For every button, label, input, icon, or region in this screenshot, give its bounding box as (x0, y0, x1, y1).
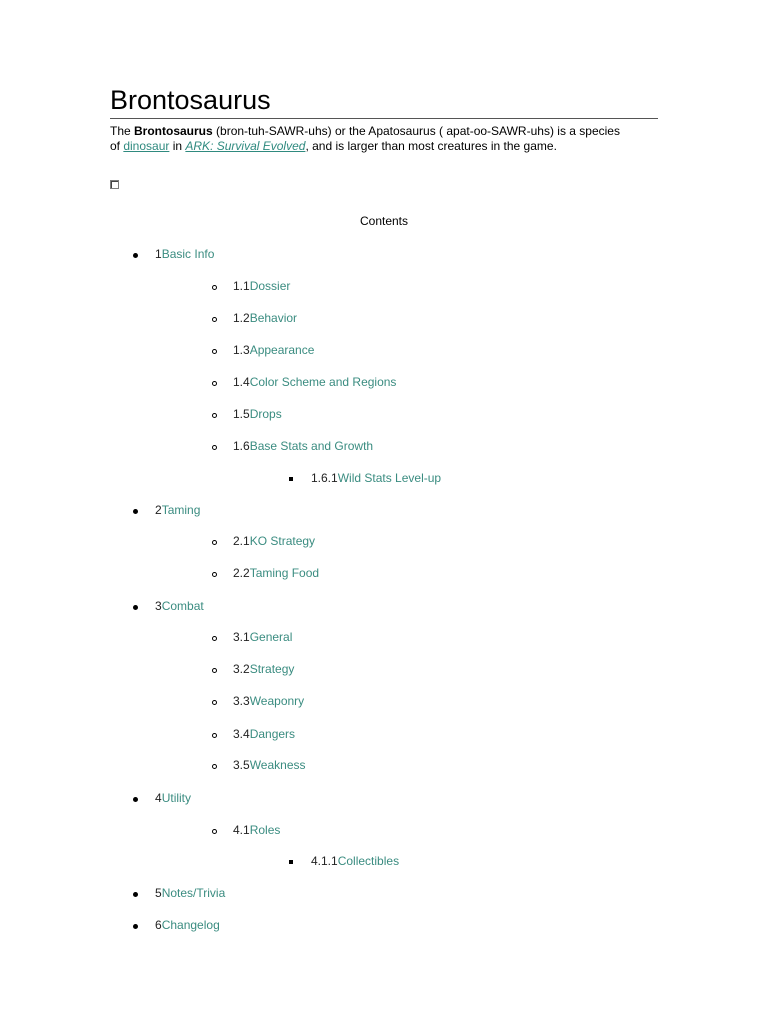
toc-item-number: 4 (155, 791, 162, 805)
toc-item (233, 566, 319, 581)
toc-item (233, 758, 306, 773)
intro-text: (bron-tuh-SAWR-uhs) or the Apatosaurus ( apat-oo-SAWR-uhs) is a species of (110, 124, 620, 153)
toc-bullet (133, 253, 138, 258)
toc-bullet (133, 605, 138, 610)
toc-item (155, 503, 200, 518)
toc-item (155, 791, 191, 806)
toc-item-link[interactable]: Appearance (249, 343, 315, 357)
toc-item-number: 3.1 (233, 630, 250, 644)
toc-item-link[interactable]: Taming (161, 503, 201, 517)
toc-bullet (212, 317, 217, 322)
toc-item-link[interactable]: General (249, 630, 293, 644)
toc-item (155, 886, 225, 901)
toc-item-number: 3 (155, 599, 162, 613)
toc-item (311, 471, 441, 486)
toc-bullet (289, 860, 293, 864)
toc-item-number: 3.3 (233, 694, 250, 708)
intro-text: , and is larger than most creatures in the game. (305, 139, 557, 153)
toc-item (233, 630, 292, 645)
toc-bullet (212, 349, 217, 354)
toc-item-link[interactable]: Weakness (249, 758, 306, 772)
toc-item-link[interactable]: Color Scheme and Regions (249, 375, 397, 389)
toc-item-number: 2.1 (233, 534, 250, 548)
toc-item (233, 823, 280, 838)
toc-item-number: 4.1 (233, 823, 250, 837)
toc-item-number: 1.3 (233, 343, 250, 357)
toc-item (233, 534, 315, 549)
toc-item (233, 343, 314, 358)
toc-item (155, 918, 220, 933)
toc-item (311, 854, 399, 869)
intro-paragraph (110, 124, 630, 154)
toc-item-link[interactable]: Behavior (249, 311, 298, 325)
toc-bullet (212, 540, 217, 545)
intro-subject: Brontosaurus (134, 124, 213, 138)
toc-item (155, 599, 204, 614)
toc-item-number: 1 (155, 247, 162, 261)
toc-item (233, 375, 396, 390)
toc-bullet (133, 924, 138, 929)
toc-bullet (212, 668, 217, 673)
toc-item-link[interactable]: Taming Food (249, 566, 320, 580)
broken-image-icon (110, 180, 119, 189)
toc-bullet (289, 477, 293, 481)
toc-item (233, 311, 297, 326)
toc-item-link[interactable]: Weaponry (249, 694, 305, 708)
toc-item-number: 3.5 (233, 758, 250, 772)
toc-item-link[interactable]: Basic Info (161, 247, 215, 261)
intro-text: in (169, 139, 186, 153)
toc-item-link[interactable]: KO Strategy (249, 534, 316, 548)
toc-item (233, 279, 290, 294)
toc-bullet (212, 413, 217, 418)
toc-bullet (212, 285, 217, 290)
intro-text: The (110, 124, 135, 138)
toc-item-number: 2.2 (233, 566, 250, 580)
toc-bullet (133, 509, 138, 514)
toc-item-number: 2 (155, 503, 162, 517)
page-title: Brontosaurus (110, 82, 658, 119)
toc-item-link[interactable]: Dossier (249, 279, 291, 293)
toc-item-link[interactable]: Roles (249, 823, 281, 837)
toc-item-link[interactable]: Strategy (249, 662, 295, 676)
toc-bullet (212, 572, 217, 577)
toc-item-link[interactable]: Changelog (161, 918, 220, 932)
dinosaur-link[interactable]: dinosaur (123, 139, 170, 153)
toc-item (233, 407, 282, 422)
toc-item-number: 1.1 (233, 279, 250, 293)
toc-item-link[interactable]: Notes/Trivia (161, 886, 226, 900)
toc-bullet (212, 636, 217, 641)
toc-item-link[interactable]: Wild Stats Level-up (337, 471, 442, 485)
toc-item-number: 6 (155, 918, 162, 932)
toc-item (233, 694, 304, 709)
toc-item-link[interactable]: Combat (161, 599, 204, 613)
toc-item-number: 1.2 (233, 311, 250, 325)
ark-link[interactable]: ARK: Survival Evolved (185, 139, 306, 153)
toc-item-link[interactable]: Base Stats and Growth (249, 439, 374, 453)
toc-item-number: 4.1.1 (311, 854, 338, 868)
toc-item (233, 439, 373, 454)
toc-item (155, 247, 214, 262)
toc-bullet (212, 381, 217, 386)
toc-bullet (212, 733, 217, 738)
toc-item-link[interactable]: Utility (161, 791, 192, 805)
toc-item (233, 727, 295, 742)
toc-item-number: 1.6 (233, 439, 250, 453)
toc-item-number: 1.5 (233, 407, 250, 421)
toc-item-link[interactable]: Collectibles (337, 854, 400, 868)
toc-item (233, 662, 294, 677)
toc-item-number: 3.4 (233, 727, 250, 741)
toc-bullet (212, 764, 217, 769)
toc-item-link[interactable]: Drops (249, 407, 282, 421)
toc-bullet (212, 700, 217, 705)
toc-item-number: 5 (155, 886, 162, 900)
toc-bullet (133, 892, 138, 897)
toc-item-number: 3.2 (233, 662, 250, 676)
toc-bullet (133, 797, 138, 802)
toc-heading: Contents (359, 214, 409, 228)
toc-bullet (212, 445, 217, 450)
toc-bullet (212, 829, 217, 834)
toc-item-number: 1.6.1 (311, 471, 338, 485)
toc-item-number: 1.4 (233, 375, 250, 389)
toc-item-link[interactable]: Dangers (249, 727, 296, 741)
